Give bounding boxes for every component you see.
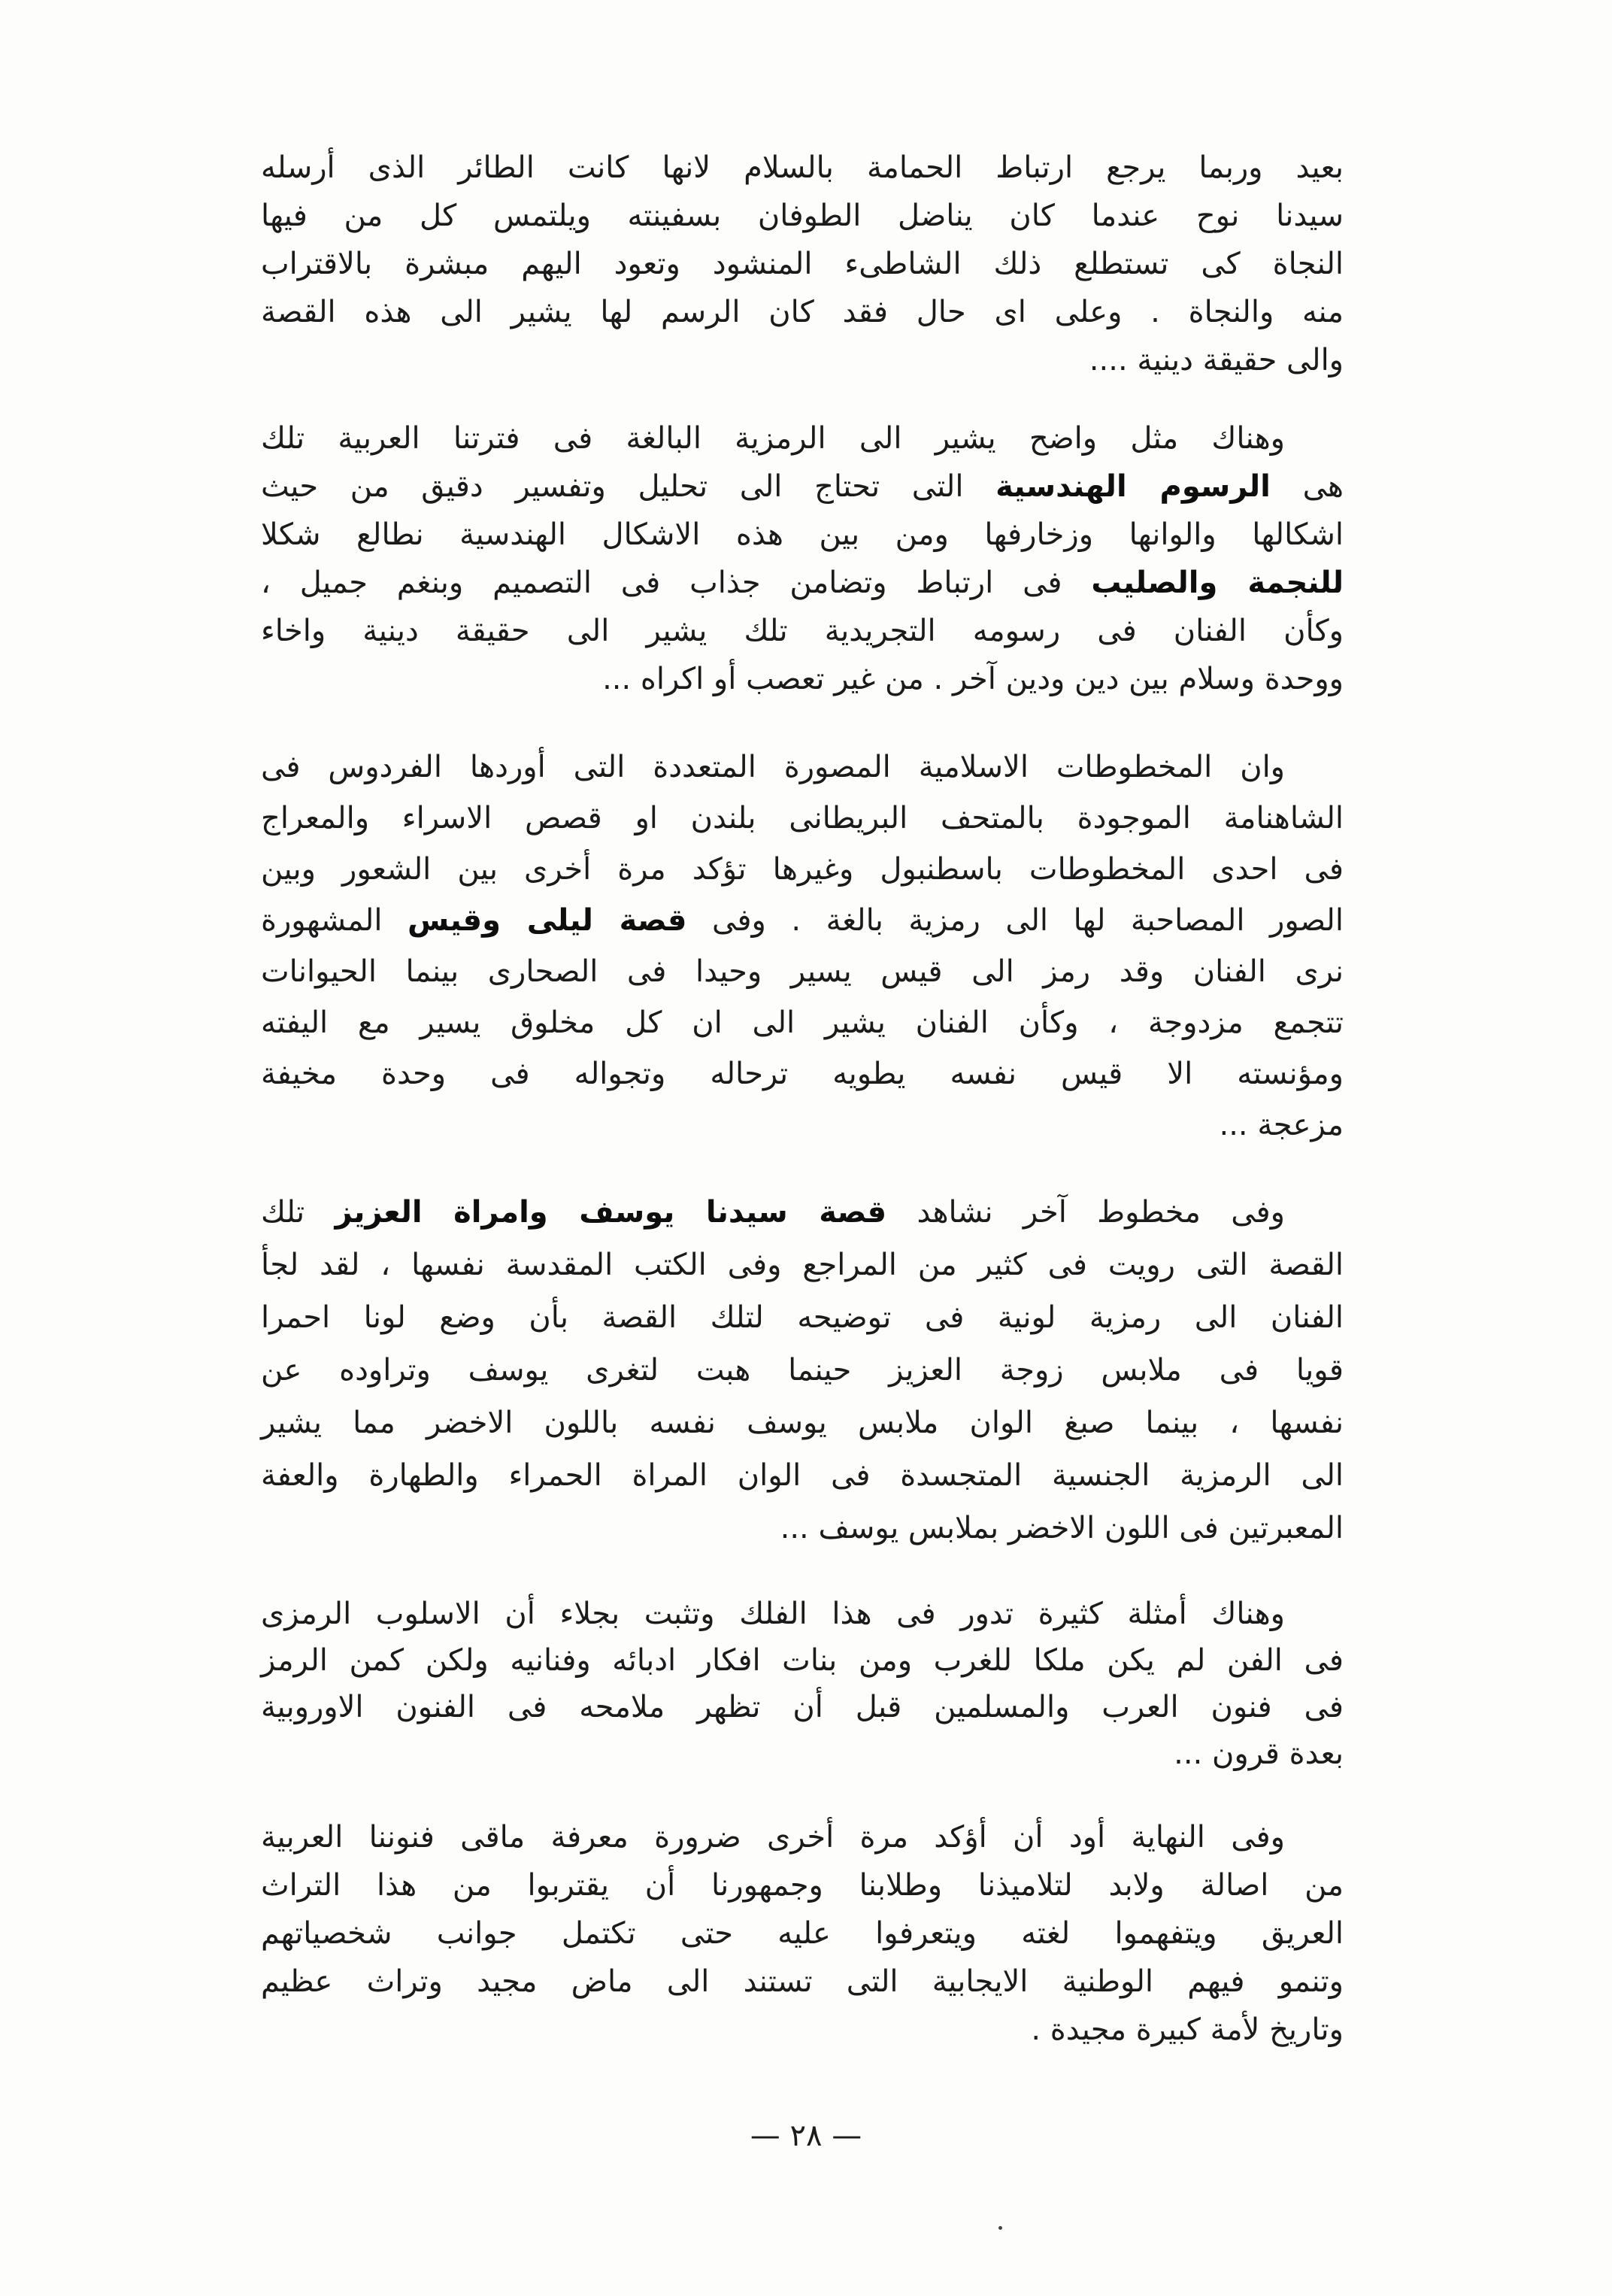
text-line: منه والنجاة . وعلى اى حال فقد كان الرسم لها يشير الى هذه القصة [261, 295, 1344, 329]
text-line: من اصالة ولابد لتلاميذنا وطلابنا وجمهورنا أن يقتربوا من هذا التراث [261, 1868, 1344, 1903]
text-line: والى حقيقة دينية .... [1089, 343, 1344, 378]
text-line: الشاهنامة الموجودة بالمتحف البريطانى بلندن او قصص الاسراء والمعراج [261, 801, 1344, 836]
text-line [261, 559, 1344, 607]
bold-term: قصة سيدنا يوسف وامراة العزيز [335, 1195, 887, 1230]
bold-term: الرسوم الهندسية [995, 469, 1271, 504]
text-line: وتنمو فيهم الوطنية الايجابية التى تستند الى ماض مجيد وتراث عظيم [261, 1964, 1344, 1999]
text-line: ووحدة وسلام بين دين ودين آخر . من غير تعصب أو اكراه ... [602, 662, 1344, 696]
text-line: تتجمع مزدوجة ، وكأن الفنان يشير الى ان كل مخلوق يسير مع اليفته [261, 1005, 1344, 1040]
text-line: قويا فى ملابس زوجة العزيز حينما هبت لتغرى يوسف وتراوده عن [261, 1353, 1344, 1388]
text-line: سيدنا نوح عندما كان يناضل الطوفان بسفينته ويلتمس كل من فيها [261, 199, 1344, 233]
bold-term: قصة ليلى وقيس [408, 903, 687, 938]
text-line: اشكالها والوانها وزخارفها ومن بين هذه الاشكال الهندسية نطالع شكلا [261, 517, 1344, 552]
text-line: القصة التى رويت فى كثير من المراجع وفى الكتب المقدسة نفسها ، لقد لجأ [261, 1248, 1344, 1282]
text-line [261, 895, 1344, 946]
page-number: — ٢٨ — [750, 2119, 862, 2153]
paragraph [261, 144, 1344, 384]
text-line: فى احدى المخطوطات باسطنبول وغيرها تؤكد مرة أخرى بين الشعور وبين [261, 852, 1344, 887]
text-line: ومؤنسته الا قيس نفسه يطويه ترحاله وتجواله فى وحدة مخيفة [261, 1057, 1344, 1091]
text-line: النجاة كى تستطلع ذلك الشاطىء المنشود وتعود اليهم مبشرة بالاقتراب [261, 247, 1344, 281]
text-line: بعيد وربما يرجع ارتباط الحمامة بالسلام لانها كانت الطائر الذى أرسله [261, 150, 1344, 185]
text-segment: وفى مخطوط آخر نشاهد [886, 1195, 1285, 1230]
text-line: بعدة قرون ... [1174, 1736, 1344, 1771]
text-line: وهناك مثل واضح يشير الى الرمزية البالغة فى فترتنا العربية تلك [261, 421, 1285, 456]
text-segment: فى ارتباط وتضامن جذاب فى التصميم وبنغم جميل ، [261, 566, 1092, 600]
paragraph [261, 742, 1344, 1151]
text-line: مزعجة ... [1219, 1108, 1344, 1142]
text-line: فى فنون العرب والمسلمين قبل أن تظهر ملامحه فى الفنون الاوروبية [261, 1690, 1344, 1724]
text-line [261, 1186, 1344, 1239]
text-line: نفسها ، بينما صبغ الوان ملابس يوسف نفسه باللون الاخضر مما يشير [261, 1406, 1344, 1440]
paragraph [261, 1186, 1344, 1554]
text-line: فى الفن لم يكن ملكا للغرب ومن بنات افكار ادبائه وفنانيه ولكن كمن الرمز [261, 1643, 1344, 1678]
text-line: العريق ويتفهموا لغته ويتعرفوا عليه حتى تكتمل جوانب شخصياتهم [261, 1916, 1344, 1951]
text-segment: تلك [261, 1195, 335, 1230]
paragraph [261, 1813, 1344, 2054]
text-line: وكأن الفنان فى رسومه التجريدية تلك يشير الى حقيقة دينية واخاء [261, 614, 1344, 648]
text-line: وان المخطوطات الاسلامية المصورة المتعددة التى أوردها الفردوس فى [261, 750, 1285, 784]
text-line: نرى الفنان وقد رمز الى قيس يسير وحيدا فى الصحارى بينما الحيوانات [261, 954, 1344, 989]
text-line: وتاريخ لأمة كبيرة مجيدة . [1031, 2012, 1344, 2047]
bold-term: للنجمة والصليب [1091, 566, 1344, 600]
text-line: وهناك أمثلة كثيرة تدور فى هذا الفلك وتثبت بجلاء أن الاسلوب الرمزى [261, 1597, 1285, 1631]
text-line: المعبرتين فى اللون الاخضر بملابس يوسف ... [780, 1511, 1344, 1545]
paragraph [261, 414, 1344, 703]
text-line: الى الرمزية الجنسية المتجسدة فى الوان المراة الحمراء والطهارة والعفة [261, 1458, 1344, 1493]
text-segment: المشهورة [261, 903, 408, 938]
text-line: وفى النهاية أود أن أؤكد مرة أخرى ضرورة معرفة ماقى فنوننا العربية [261, 1820, 1285, 1855]
paragraph [261, 1591, 1344, 1777]
text-line [261, 463, 1344, 511]
scan-speck [998, 2226, 1002, 2230]
text-segment: الصور المصاحبة لها الى رمزية بالغة . وفى [686, 903, 1344, 938]
text-segment: التى تحتاج الى تحليل وتفسير دقيق من حيث [261, 469, 996, 504]
text-segment: هى [1270, 469, 1344, 504]
text-line: الفنان الى رمزية لونية فى توضيحه لتلك القصة بأن وضع لونا احمرا [261, 1300, 1344, 1335]
